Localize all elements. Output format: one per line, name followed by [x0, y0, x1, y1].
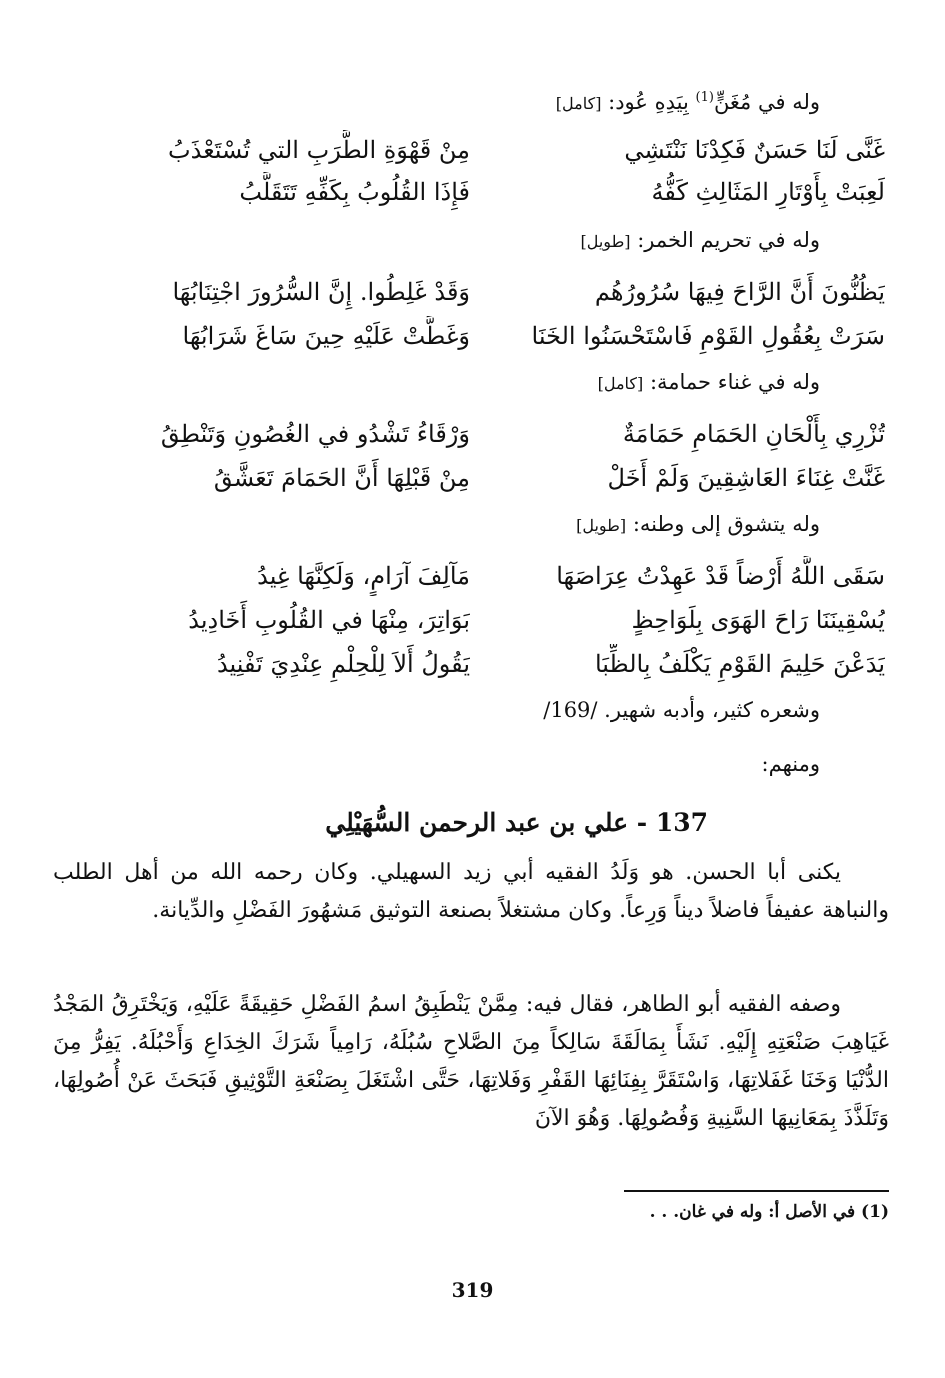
meter-label: [كامل]: [555, 94, 602, 113]
meter-label: [طويل]: [576, 516, 627, 535]
poem-intro-1: [556, 80, 820, 122]
verse-hemistich-left: وَقَدْ غَلِطُوا. إِنَّ السُّرُورَ اجْتِنَابُهَا: [172, 278, 470, 306]
meter-label: [طويل]: [580, 232, 631, 251]
closing-line: وشعره كثير، وأدبه شهير. /169/: [543, 698, 820, 722]
verse-hemistich-left: مِنْ قَهْوَةِ الطَّرَبِ التي تُسْتَعْذَبُ: [168, 136, 470, 164]
verse-hemistich-left: يَقُولُ أَلاَ لِلْحِلْمِ عِنْدِيَ تَفْنِيدُ: [216, 650, 470, 678]
verse-hemistich-right: يَظُنُّونَ أَنَّ الرَّاحَ فِيهَا سُرُورُهُم: [594, 278, 885, 306]
verse-hemistich-right: لَعِبَتْ بِأَوْتَارِ المَثَالِثِ كَفُّهُ: [651, 178, 885, 206]
footnote-marker: (1): [695, 90, 714, 105]
minhum-line: ومنهم:: [761, 752, 820, 776]
verse-hemistich-right: يُسْقِينَنَا رَاحَ الهَوَى بِلَوَاحِظٍ: [631, 606, 885, 634]
verse-hemistich-right: تُزْرِي بِأَلْحَانِ الحَمَامِ حَمَامَةٌ: [622, 420, 885, 448]
entry-heading: 137 - علي بن عبد الرحمن السُّهَيْلِي: [325, 808, 708, 837]
intro-text: وله في تحريم الخمر:: [637, 228, 820, 252]
footnote: (1) في الأصل أ: وله في غان. . .: [649, 1202, 889, 1222]
verse-hemistich-left: فَإِذَا القُلُوبُ بِكَفِّهِ تَتَقَلَّبُ: [239, 178, 470, 206]
verse-hemistich-left: وَرْقَاءُ تَشْدُو في الغُصُونِ وَتَنْطِقُ: [160, 420, 470, 448]
verse-hemistich-left: وَغَطَّتْ عَلَيْهِ حِينَ سَاغَ شَرَابُهَا: [182, 322, 470, 350]
paragraph-2: وصفه الفقيه أبو الطاهر، فقال فيه: مِمَّنْ يَنْطَبِقُ اسمُ الفَضْلِ حَقِيقَةً عَلَيْهِ، وَيَخْتَرِقُ المَجْدُ غَيَاهِبَ صَنْعَتِهِ إِلَيْهِ. نَشَأَ بِمَالَقَةَ سَالِكاً مِنَ الصَّلاحِ سُبُلَهُ، رَامِياً شَرَكَ الخِدَاعِ وَأَحْبُلَهُ. يَفِرُّ مِنَ الدُّنْيَا وَخَنَا غَفَلاتِهَا، وَاسْتَقَرَّ بِفِنَائِهَا القَفْرِ وَفَلاتِهَا، حَتَّى اشْتَغَلَ بِصَنْعَةِ التَّوْثِيقِ فَبَحَثَ عَنْ أُصُولِهَا، وَتَلَذَّذَ بِمَعَانِيهَا السَّنِيةِ وَفُصُولِهَا. وَهُوَ الآنَ: [53, 992, 889, 1131]
poem-intro-4: [576, 506, 820, 544]
paragraph-1: يكنى أبا الحسن. هو وَلَدُ الفقيه أبي زيد السهيلي. وكان رحمه الله من أهل الطلب والنباهة عفيفاً فاضلاً ديناً وَرِعاً. وكان مشتغلاً بصنعة التوثيق مَشهُورَ الفَضْلِ والدِّيانة.: [53, 860, 889, 923]
verse-hemistich-right: سَرَتْ بِعُقُولِ القَوْمِ فَاسْتَحْسَنُوا الخَنَا: [531, 322, 885, 350]
poem-intro-3: [598, 364, 820, 402]
footnote-divider: [624, 1190, 889, 1192]
verse-hemistich-right: سَقَى اللَّهُ أَرْضاً قَدْ عَهِدْتُ عِرَاصَهَا: [556, 562, 885, 590]
verse-hemistich-left: مِنْ قَبْلِهَا أَنَّ الحَمَامَ تَعَشَّقُ: [213, 464, 470, 492]
intro-text: وله في غناء حمامة:: [649, 370, 820, 394]
meter-label: [كامل]: [597, 374, 644, 393]
verse-hemistich-right: غَنَّى لَنَا حَسَنٌ فَكِدْنَا نَنْتَشِي: [624, 136, 885, 164]
verse-hemistich-right: غَنَّتْ غِنَاءَ العَاشِقِينَ وَلَمْ أَخَلْ: [607, 464, 885, 492]
page-number: 319: [451, 1278, 494, 1302]
intro-text-rest: بِيَدِهِ عُود:: [608, 90, 696, 114]
poem-intro-2: [580, 222, 820, 260]
intro-text: وله يتشوق إلى وطنه:: [632, 512, 820, 536]
verse-hemistich-left: بَوَاتِرَ، مِنْهَا في القُلُوبِ أَخَادِيدُ: [188, 606, 470, 634]
intro-text: وله في مُغَنٍّ: [713, 90, 820, 114]
verse-hemistich-right: يَدَعْنَ حَلِيمَ القَوْمِ يَكْلَفُ بِالظِّبَا: [594, 650, 885, 678]
verse-hemistich-left: مَآلِفَ آرَامٍ، وَلَكِنَّهَا غِيدُ: [257, 562, 470, 590]
